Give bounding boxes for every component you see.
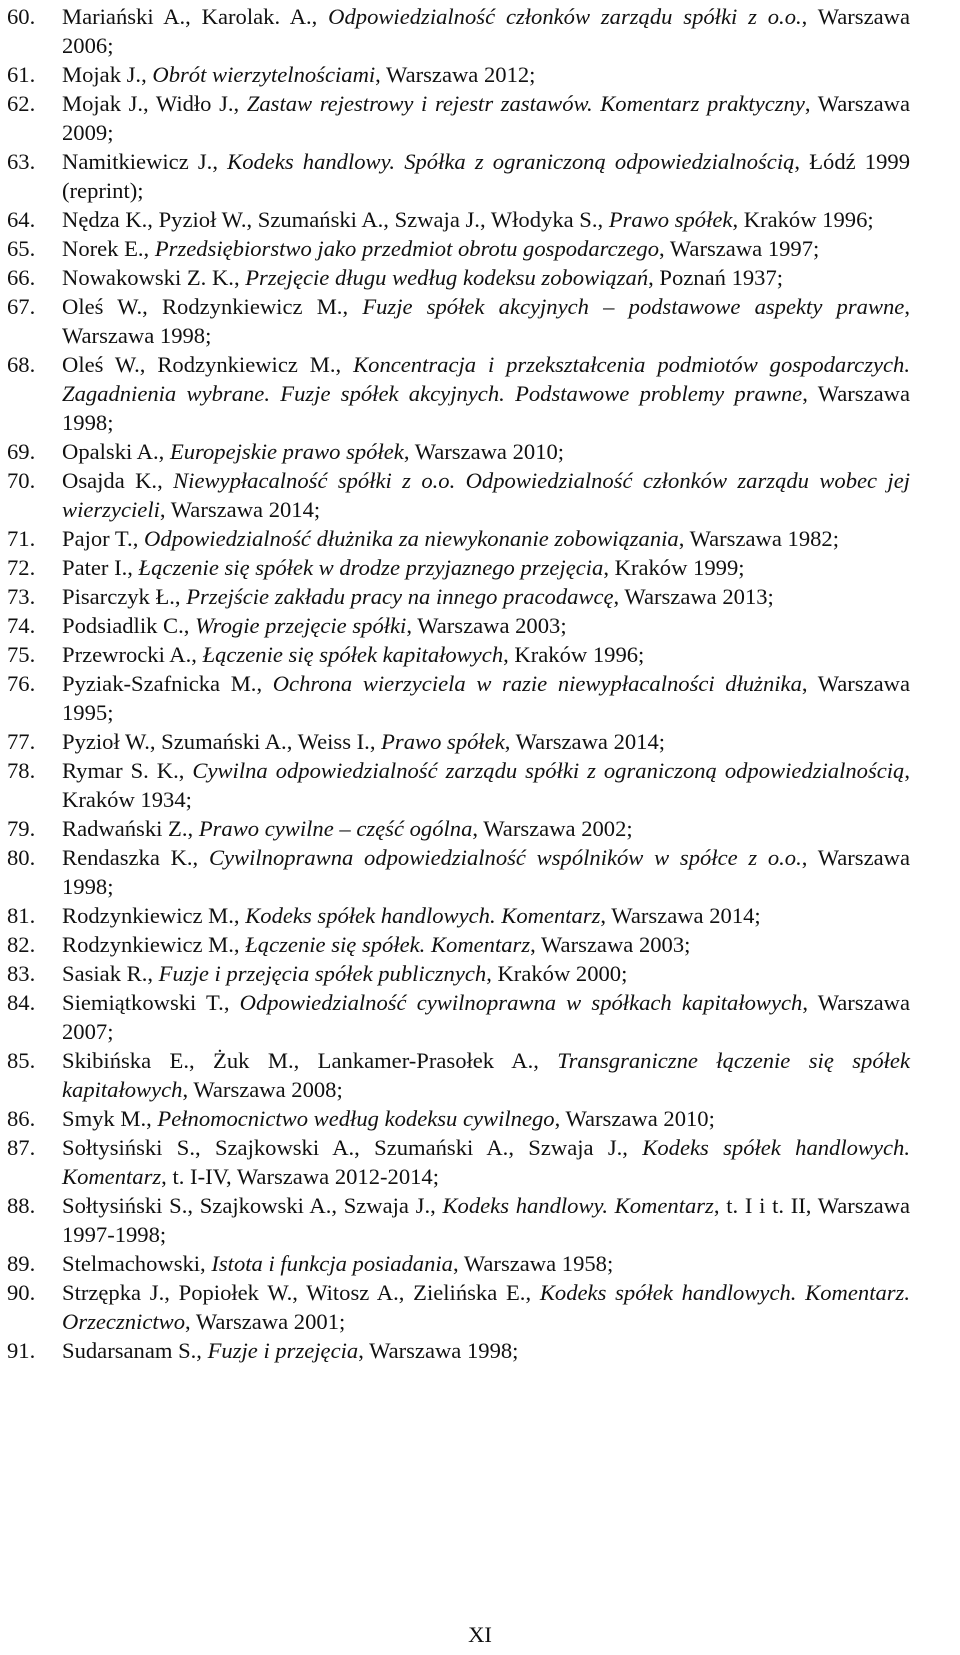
- entry-segment: , t. I-IV, Warszawa 2012-2014;: [161, 1164, 439, 1189]
- entry-segment: , Kraków 1996;: [503, 642, 645, 667]
- entry-title: Ochrona wierzyciela w razie niewypłacalności dłużnika: [272, 671, 802, 696]
- bibliography-entry: [7, 901, 910, 930]
- entry-number: 88.: [7, 1193, 36, 1218]
- bibliography-entry: [7, 292, 910, 350]
- entry-segment: Nędza K., Pyzioł W., Szumański A., Szwaja J., Włodyka S.,: [62, 207, 609, 232]
- bibliography-list: [7, 2, 910, 1365]
- entry-title: Prawo spółek: [608, 207, 733, 232]
- entry-number: 84.: [7, 990, 36, 1015]
- entry-text: [62, 1249, 910, 1278]
- entry-segment: Pater I.,: [62, 555, 139, 580]
- bibliography-entry: [7, 640, 910, 669]
- entry-segment: , Warszawa 2008;: [182, 1077, 343, 1102]
- entry-segment: , Warszawa 1998;: [358, 1338, 519, 1363]
- entry-text: [62, 89, 910, 147]
- entry-text: [62, 814, 910, 843]
- entry-segment: , Warszawa 2014;: [504, 729, 666, 754]
- entry-text: [62, 1191, 910, 1249]
- entry-segment: , t. I i t. II, Warszawa 1997-1998;: [62, 1193, 910, 1247]
- entry-text: [62, 669, 910, 727]
- entry-text: [62, 263, 910, 292]
- entry-segment: Stelmachowski,: [62, 1251, 212, 1276]
- entry-segment: Pajor T.,: [62, 526, 145, 551]
- entry-title: Kodeks spółek handlowych. Komentarz. Orzecznictwo: [62, 1280, 910, 1334]
- entry-number: 80.: [7, 845, 36, 870]
- entry-text: [62, 756, 910, 814]
- entry-number: 67.: [7, 294, 36, 319]
- entry-segment: Strzępka J., Popiołek W., Witosz A., Zielińska E.,: [62, 1280, 540, 1305]
- entry-text: [62, 930, 910, 959]
- entry-text: [62, 1133, 910, 1191]
- entry-segment: , Warszawa 2009;: [62, 91, 910, 145]
- entry-title: Fuzje i przejęcia spółek publicznych: [158, 961, 487, 986]
- entry-title: Pełnomocnictwo według kodeksu cywilnego: [157, 1106, 555, 1131]
- entry-segment: , Kraków 2000;: [486, 961, 628, 986]
- entry-segment: , Warszawa 1982;: [678, 526, 839, 551]
- entry-text: [62, 959, 910, 988]
- entry-title: Kodeks spółek handlowych. Komentarz: [62, 1135, 910, 1189]
- bibliography-entry: [7, 234, 910, 263]
- entry-title: Fuzje i przejęcia: [207, 1338, 359, 1363]
- entry-title: Wrogie przejęcie spółki: [195, 613, 407, 638]
- entry-title: Prawo spółek: [381, 729, 505, 754]
- entry-segment: , Warszawa 1997;: [659, 236, 820, 261]
- entry-title: Przejście zakładu pracy na innego pracodawcę: [186, 584, 614, 609]
- entry-segment: Rendaszka K.,: [62, 845, 209, 870]
- bibliography-entry: [7, 1191, 910, 1249]
- entry-number: 70.: [7, 468, 36, 493]
- entry-title: Odpowiedzialność cywilnoprawna w spółkach kapitałowych: [239, 990, 803, 1015]
- entry-title: Łączenie się spółek kapitałowych: [202, 642, 504, 667]
- entry-segment: Namitkiewicz J.,: [62, 149, 228, 174]
- entry-title: Kodeks handlowy. Spółka z ograniczoną odpowiedzialnością: [227, 149, 795, 174]
- entry-text: [62, 147, 910, 205]
- entry-segment: , Poznań 1937;: [648, 265, 784, 290]
- entry-number: 66.: [7, 265, 36, 290]
- entry-title: Obrót wierzytelnościami: [152, 62, 376, 87]
- entry-text: [62, 1046, 910, 1104]
- bibliography-entry: [7, 669, 910, 727]
- entry-number: 69.: [7, 439, 36, 464]
- bibliography-entry: [7, 60, 910, 89]
- entry-number: 83.: [7, 961, 36, 986]
- entry-number: 75.: [7, 642, 36, 667]
- bibliography-entry: [7, 89, 910, 147]
- entry-number: 72.: [7, 555, 36, 580]
- entry-number: 77.: [7, 729, 36, 754]
- entry-segment: , Warszawa 1998;: [62, 381, 910, 435]
- entry-segment: Mojak J., Widło J.,: [62, 91, 247, 116]
- entry-segment: , Warszawa 2010;: [403, 439, 565, 464]
- entry-segment: Sasiak R.,: [62, 961, 159, 986]
- entry-number: 76.: [7, 671, 36, 696]
- entry-title: Niewypłacalność spółki z o.o. Odpowiedzialność członków zarządu wobec jej wierzycieli: [62, 468, 911, 522]
- bibliography-entry: [7, 147, 910, 205]
- entry-segment: Pyziak-Szafnicka M.,: [62, 671, 273, 696]
- entry-title: Koncentracja i przekształcenia podmiotów gospodarczych. Zagadnienia wybrane. Fuzje spółek akcyjnych. Podstawowe problemy prawne: [62, 352, 911, 406]
- entry-segment: , Warszawa 1958;: [452, 1251, 614, 1276]
- entry-text: [62, 553, 910, 582]
- entry-segment: Sudarsanam S.,: [62, 1338, 208, 1363]
- entry-number: 64.: [7, 207, 36, 232]
- entry-title: Prawo cywilne – część ogólna: [198, 816, 473, 841]
- entry-text: [62, 1104, 910, 1133]
- entry-segment: , Warszawa 1998;: [62, 845, 910, 899]
- bibliography-entry: [7, 553, 910, 582]
- bibliography-entry: [7, 756, 910, 814]
- bibliography-entry: [7, 959, 910, 988]
- bibliography-entry: [7, 1046, 910, 1104]
- entry-segment: Rodzynkiewicz M.,: [62, 903, 246, 928]
- bibliography-entry: [7, 814, 910, 843]
- bibliography-entry: [7, 1133, 910, 1191]
- entry-text: [62, 611, 910, 640]
- entry-title: Fuzje spółek akcyjnych – podstawowe aspekty prawne: [362, 294, 905, 319]
- bibliography-entry: [7, 1104, 910, 1133]
- entry-segment: Osajda K.,: [62, 468, 174, 493]
- entry-text: [62, 234, 910, 263]
- entry-segment: , Kraków 1934;: [62, 758, 910, 812]
- entry-number: 60.: [7, 4, 36, 29]
- entry-title: Istota i funkcja posiadania: [211, 1251, 453, 1276]
- entry-title: Odpowiedzialność dłużnika za niewykonanie zobowiązania: [144, 526, 679, 551]
- entry-title: Przejęcie długu według kodeksu zobowiązań: [245, 265, 649, 290]
- entry-number: 65.: [7, 236, 36, 261]
- entry-text: [62, 2, 910, 60]
- entry-segment: , Warszawa 1995;: [62, 671, 910, 725]
- entry-text: [62, 988, 910, 1046]
- entry-segment: Oleś W., Rodzynkiewicz M.,: [62, 294, 363, 319]
- entry-title: Przedsiębiorstwo jako przedmiot obrotu gospodarczego: [154, 236, 660, 261]
- entry-segment: , Warszawa 1998;: [62, 294, 910, 348]
- entry-text: [62, 843, 910, 901]
- entry-number: 86.: [7, 1106, 36, 1131]
- entry-segment: , Warszawa 2007;: [62, 990, 910, 1044]
- entry-segment: , Warszawa 2013;: [613, 584, 774, 609]
- entry-text: [62, 1336, 910, 1365]
- entry-number: 90.: [7, 1280, 36, 1305]
- entry-text: [62, 524, 910, 553]
- entry-text: [62, 727, 910, 756]
- entry-number: 78.: [7, 758, 36, 783]
- entry-segment: Rymar S. K.,: [62, 758, 193, 783]
- entry-text: [62, 60, 910, 89]
- entry-segment: Przewrocki A.,: [62, 642, 203, 667]
- bibliography-entry: [7, 466, 910, 524]
- entry-number: 71.: [7, 526, 36, 551]
- entry-segment: Skibińska E., Żuk M., Lankamer-Prasołek A.,: [62, 1048, 558, 1073]
- entry-number: 79.: [7, 816, 36, 841]
- entry-segment: , Warszawa 2002;: [472, 816, 633, 841]
- entry-number: 89.: [7, 1251, 36, 1276]
- entry-segment: Mojak J.,: [62, 62, 153, 87]
- entry-segment: Sołtysiński S., Szajkowski A., Szwaja J.,: [62, 1193, 443, 1218]
- entry-segment: , Kraków 1999;: [603, 555, 745, 580]
- entry-segment: , Łódź 1999 (reprint);: [62, 149, 910, 203]
- bibliography-entry: [7, 1336, 910, 1365]
- entry-number: 73.: [7, 584, 36, 609]
- entry-segment: Smyk M.,: [62, 1106, 158, 1131]
- entry-number: 81.: [7, 903, 36, 928]
- entry-segment: , Warszawa 2014;: [159, 497, 321, 522]
- entry-title: Zastaw rejestrowy i rejestr zastawów. Komentarz praktyczny: [246, 91, 805, 116]
- entry-text: [62, 292, 910, 350]
- entry-segment: , Warszawa 2003;: [406, 613, 567, 638]
- entry-segment: Oleś W., Rodzynkiewicz M.,: [62, 352, 354, 377]
- entry-title: Łączenie się spółek w drodze przyjaznego przejęcia: [138, 555, 604, 580]
- entry-text: [62, 437, 910, 466]
- bibliography-entry: [7, 205, 910, 234]
- entry-number: 85.: [7, 1048, 36, 1073]
- bibliography-entry: [7, 930, 910, 959]
- entry-segment: , Warszawa 2003;: [530, 932, 691, 957]
- entry-segment: Podsiadlik C.,: [62, 613, 196, 638]
- bibliography-entry: [7, 1278, 910, 1336]
- entry-title: Kodeks spółek handlowych. Komentarz: [245, 903, 601, 928]
- bibliography-entry: [7, 1249, 910, 1278]
- entry-segment: Opalski A.,: [62, 439, 170, 464]
- bibliography-entry: [7, 582, 910, 611]
- entry-segment: Radwański Z.,: [62, 816, 199, 841]
- entry-text: [62, 466, 910, 524]
- bibliography-entry: [7, 988, 910, 1046]
- entry-segment: , Kraków 1996;: [732, 207, 874, 232]
- entry-segment: , Warszawa 2012;: [375, 62, 536, 87]
- entry-number: 91.: [7, 1338, 36, 1363]
- entry-title: Cywilna odpowiedzialność zarządu spółki z ograniczoną odpowiedzialnością: [192, 758, 905, 783]
- entry-title: Kodeks handlowy. Komentarz: [442, 1193, 714, 1218]
- entry-text: [62, 350, 910, 437]
- entry-text: [62, 640, 910, 669]
- entry-number: 87.: [7, 1135, 36, 1160]
- entry-segment: Nowakowski Z. K.,: [62, 265, 246, 290]
- bibliography-entry: [7, 2, 910, 60]
- entry-segment: Rodzynkiewicz M.,: [62, 932, 246, 957]
- entry-number: 63.: [7, 149, 36, 174]
- entry-title: Łączenie się spółek. Komentarz: [245, 932, 531, 957]
- entry-text: [62, 205, 910, 234]
- entry-segment: Siemiątkowski T.,: [62, 990, 240, 1015]
- entry-number: 82.: [7, 932, 36, 957]
- entry-segment: Pisarczyk Ł.,: [62, 584, 187, 609]
- entry-title: Odpowiedzialność członków zarządu spółki z o.o.: [328, 4, 802, 29]
- entry-segment: , Warszawa 2014;: [600, 903, 761, 928]
- entry-title: Transgraniczne łączenie się spółek kapitałowych: [62, 1048, 910, 1102]
- entry-segment: Pyzioł W., Szumański A., Weiss I.,: [62, 729, 382, 754]
- bibliography-entry: [7, 350, 910, 437]
- entry-segment: , Warszawa 2010;: [554, 1106, 715, 1131]
- entry-title: Cywilnoprawna odpowiedzialność wspólników w spółce z o.o.: [208, 845, 802, 870]
- page-number: XI: [468, 1622, 492, 1647]
- entry-segment: Sołtysiński S., Szajkowski A., Szumański A., Szwaja J.,: [62, 1135, 643, 1160]
- entry-number: 61.: [7, 62, 36, 87]
- bibliography-entry: [7, 437, 910, 466]
- entry-segment: Norek E.,: [62, 236, 155, 261]
- bibliography-entry: [7, 524, 910, 553]
- entry-title: Europejskie prawo spółek: [169, 439, 404, 464]
- entry-number: 74.: [7, 613, 36, 638]
- entry-text: [62, 582, 910, 611]
- entry-segment: Mariański A., Karolak. A.,: [62, 4, 329, 29]
- bibliography-entry: [7, 263, 910, 292]
- entry-text: [62, 1278, 910, 1336]
- bibliography-entry: [7, 843, 910, 901]
- entry-segment: , Warszawa 2006;: [62, 4, 910, 58]
- bibliography-entry: [7, 727, 910, 756]
- entry-number: 68.: [7, 352, 36, 377]
- entry-text: [62, 901, 910, 930]
- bibliography-entry: [7, 611, 910, 640]
- entry-segment: , Warszawa 2001;: [185, 1309, 346, 1334]
- entry-number: 62.: [7, 91, 36, 116]
